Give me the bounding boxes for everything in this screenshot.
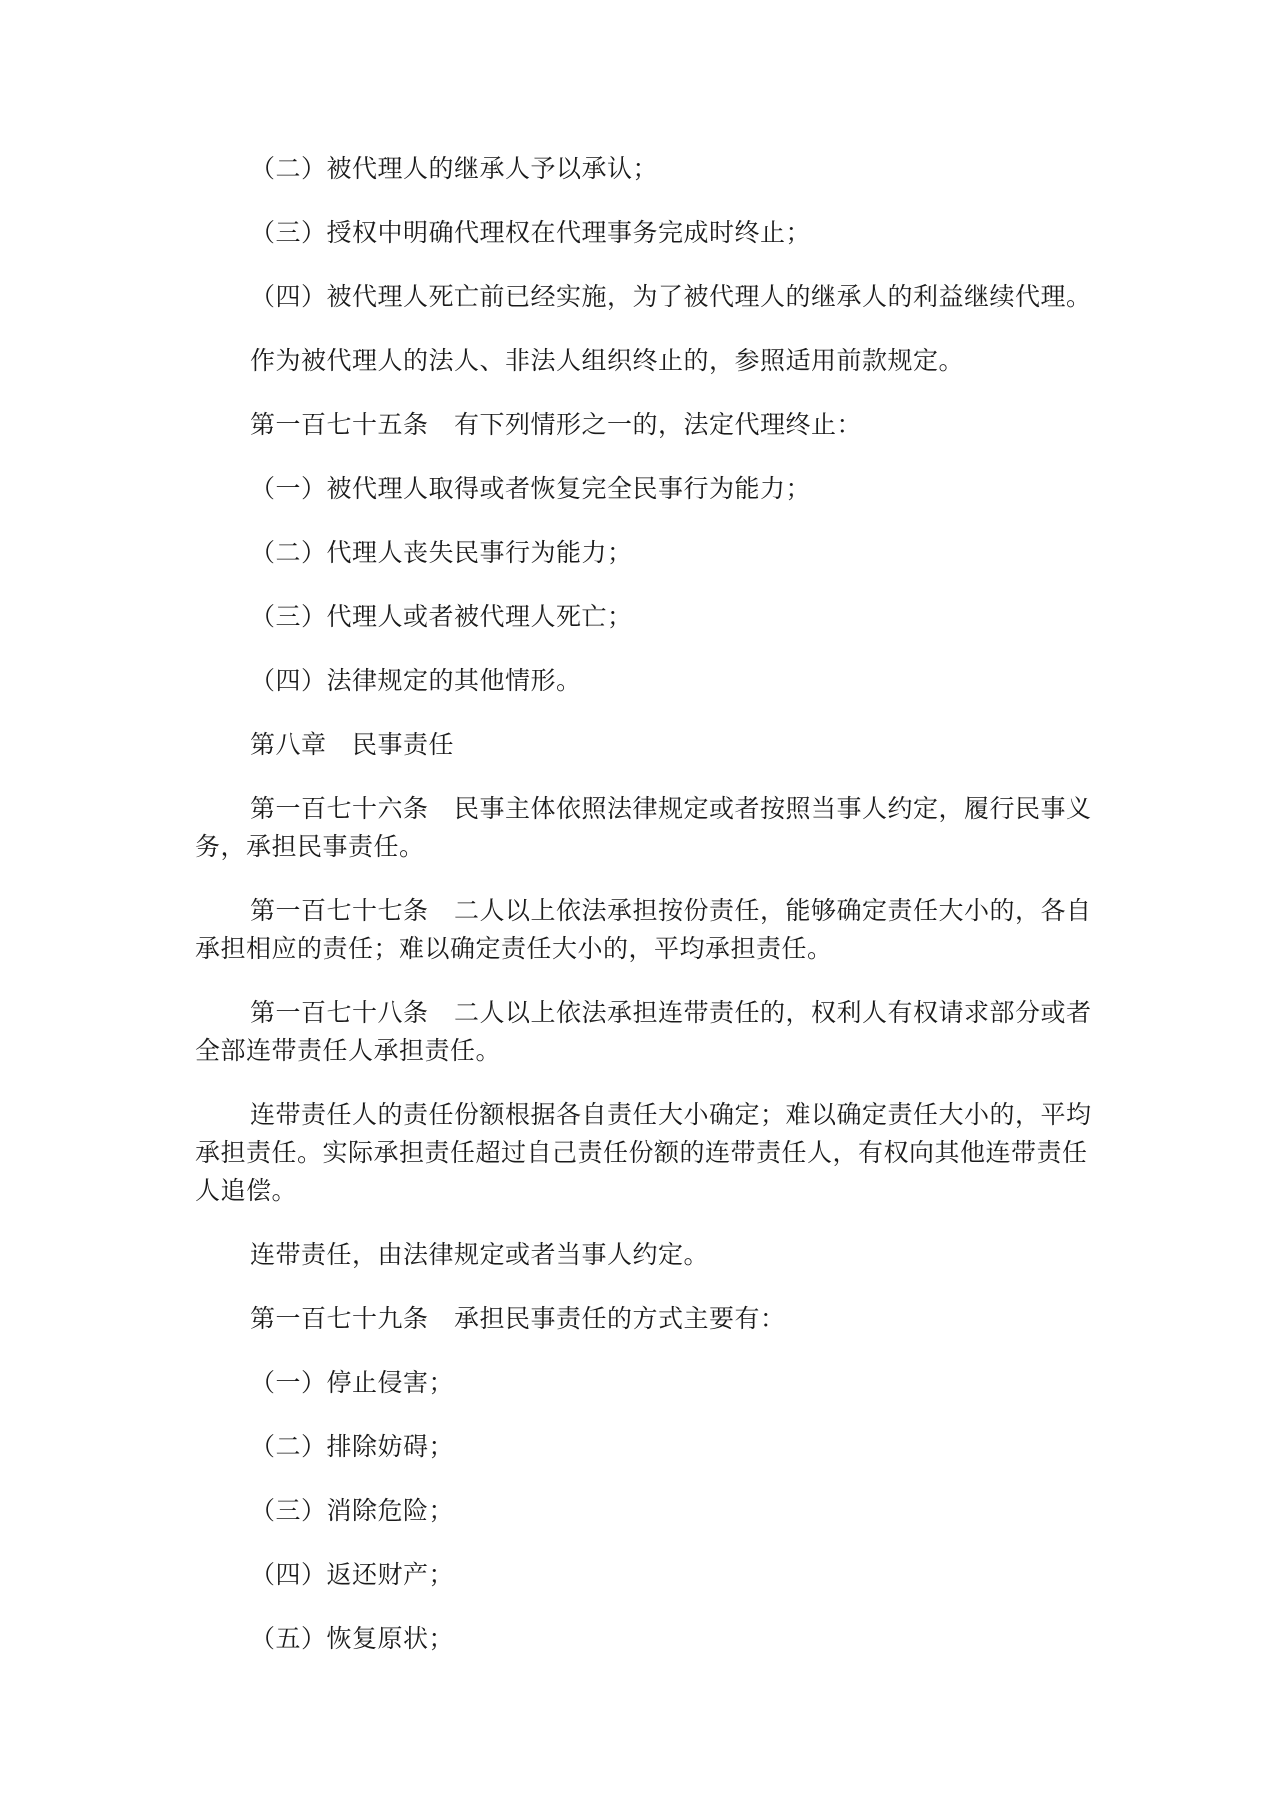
paragraph-text: 作为被代理人的法人、非法人组织终止的，参照适用前款规定。 — [250, 346, 965, 375]
paragraph-item-2: （二）被代理人的继承人予以承认； — [250, 154, 659, 183]
paragraph-item-4: （四）法律规定的其他情形。 — [250, 666, 582, 695]
article-176: 第一百七十六条 民事主体依照法律规定或者按照当事人约定，履行民事义务，承担民事责任。 — [195, 794, 1092, 861]
paragraph-item-2: （二）代理人丧失民事行为能力； — [250, 538, 633, 567]
paragraph-item-3: （三）授权中明确代理权在代理事务完成时终止； — [250, 218, 812, 247]
article-175: 第一百七十五条 有下列情形之一的，法定代理终止： — [250, 410, 863, 439]
paragraph-item-1: （一）被代理人取得或者恢复完全民事行为能力； — [250, 474, 812, 503]
paragraph-item-4: （四）被代理人死亡前已经实施，为了被代理人的继承人的利益继续代理。 — [250, 282, 1092, 311]
paragraph-text: 连带责任，由法律规定或者当事人约定。 — [250, 1240, 710, 1269]
paragraph-text: 连带责任人的责任份额根据各自责任大小确定；难以确定责任大小的，平均承担责任。实际承担责任超过自己责任份额的连带责任人，有权向其他连带责任人追偿。 — [195, 1100, 1092, 1205]
article-178: 第一百七十八条 二人以上依法承担连带责任的，权利人有权请求部分或者全部连带责任人承担责任。 — [195, 998, 1092, 1065]
paragraph-item-3: （三）消除危险； — [250, 1496, 455, 1525]
document-page — [195, 150, 1095, 1684]
paragraph-item-3: （三）代理人或者被代理人死亡； — [250, 602, 633, 631]
article-177: 第一百七十七条 二人以上依法承担按份责任，能够确定责任大小的，各自承担相应的责任；难以确定责任大小的，平均承担责任。 — [195, 896, 1092, 963]
chapter-heading: 第八章 民事责任 — [250, 730, 455, 759]
paragraph-item-2: （二）排除妨碍； — [250, 1432, 455, 1461]
paragraph-item-4: （四）返还财产； — [250, 1560, 455, 1589]
paragraph-item-1: （一）停止侵害； — [250, 1368, 455, 1397]
article-179: 第一百七十九条 承担民事责任的方式主要有： — [250, 1304, 786, 1333]
paragraph-item-5: （五）恢复原状； — [250, 1624, 455, 1653]
